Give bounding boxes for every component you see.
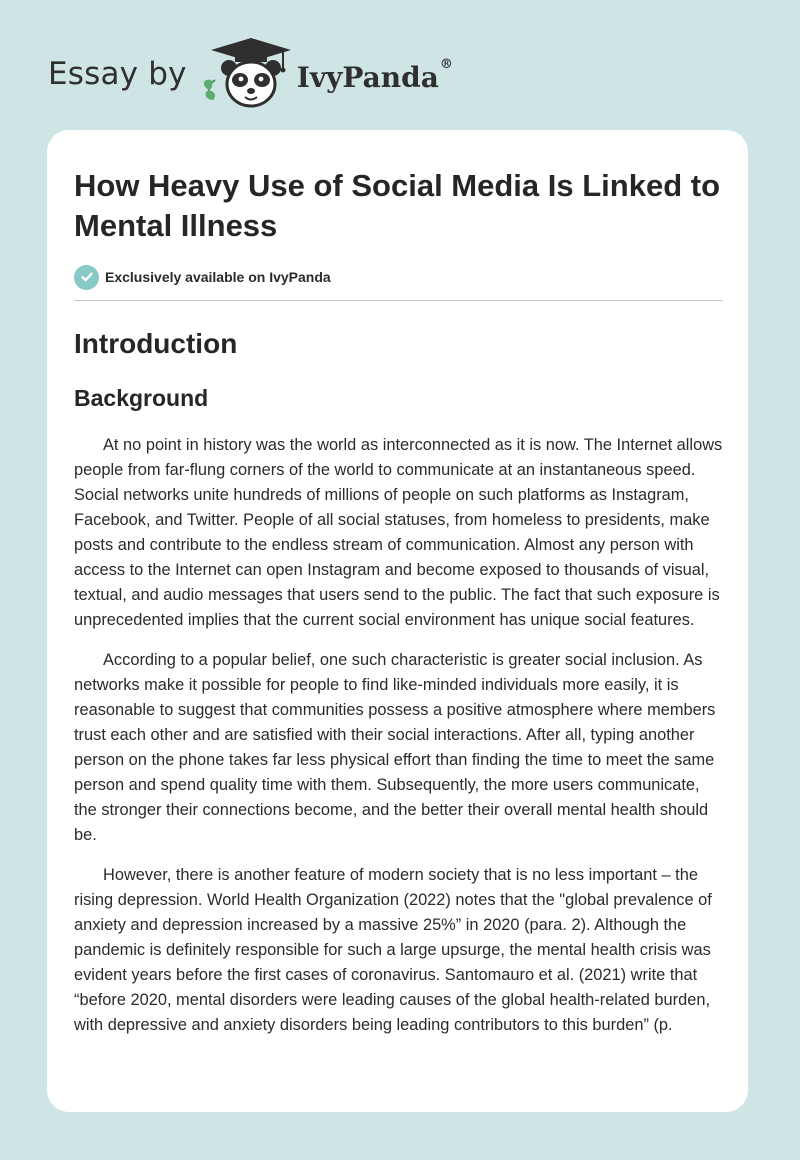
brand-name[interactable]: IvyPanda®	[296, 56, 453, 94]
site-header	[48, 34, 453, 114]
paragraph: However, there is another feature of modern society that is no less important – the rising depression. World Health Organization (2022) notes that the "global prevalence of anxiety and depression increased by a massive 25%” in 2020 (para. 2). Although the pandemic is definitely responsible for such a large upsurge, the mental health crisis was evident years before the first cases of coronavirus. Santomauro et al. (2021) write that “before 2020, mental disorders were leading causes of the global health-related burden, with depressive and anxiety disorders being leading contributors to this burden” (p.	[74, 866, 712, 1034]
exclusive-badge-label: Exclusively available on IvyPanda	[105, 269, 331, 285]
essay-content	[74, 166, 724, 1038]
exclusive-badge	[74, 264, 724, 290]
essay-title: How Heavy Use of Social Media Is Linked to Mental Illness	[74, 168, 721, 243]
check-icon	[74, 265, 99, 290]
paragraph: At no point in history was the world as interconnected as it is now. The Internet allows people from far-flung corners of the world to communicate at an instantaneous speed. Social networks unite hundreds of millions of people on such platforms as Instagram, Facebook, and Twitter. People of all social statuses, from homeless to presidents, make posts and contribute to the endless stream of communication. Almost any person with access to the Internet can open Instagram and become exposed to thousands of visual, textual, and audio messages that users send to the public. The fact that such exposure is unprecedented implies that the current social environment has unique social features.	[74, 436, 723, 629]
title-divider	[74, 300, 723, 301]
registered-mark: ®	[439, 56, 453, 72]
paragraph: According to a popular belief, one such characteristic is greater social inclusion. As networks make it possible for people to find like-minded individuals more easily, it is reasonable to suggest that communities possess a positive atmosphere where members trust each other and are satisfied with their social interactions. After all, typing another person on the phone takes far less physical effort than finding the time to meet the same person and spend quality time with them. Subsequently, the more users communicate, the stronger their connections become, and the better their overall mental health should be.	[74, 651, 716, 844]
section-heading: Introduction	[74, 328, 238, 359]
essay-card	[47, 130, 748, 1112]
essay-by-label: Essay by	[48, 56, 187, 92]
subsection-heading: Background	[74, 385, 209, 411]
panda-graduate-icon[interactable]	[199, 34, 295, 114]
